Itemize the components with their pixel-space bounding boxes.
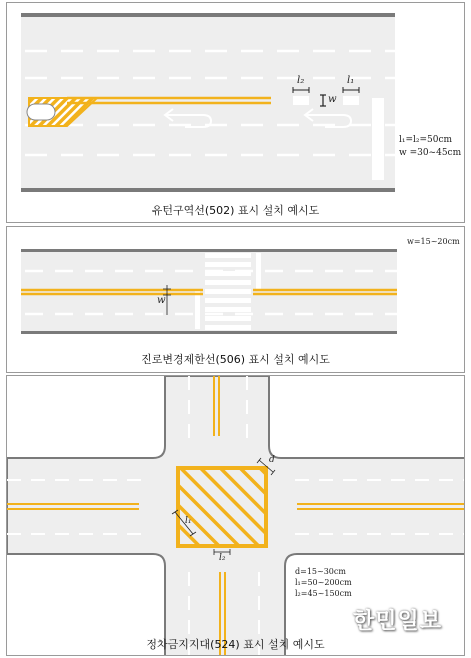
caption: 정차금지지대(524) 표시 설치 예시도 — [146, 638, 325, 651]
legend — [399, 134, 461, 160]
road-edge-bottom — [21, 331, 397, 334]
crosswalk — [205, 253, 251, 330]
no-stopping-box — [178, 468, 266, 546]
no-stopping-zone-panel — [6, 375, 465, 656]
legend-line: w =30~45cm — [399, 148, 462, 158]
caption: 유턴구역선(502) 표시 설치 예시도 — [151, 204, 320, 217]
d-label: d — [269, 455, 275, 465]
road-edge-top — [21, 13, 395, 17]
legend-line: l₁=l₂=50cm — [399, 135, 453, 145]
stop-line — [256, 253, 261, 291]
caption: 진로변경제한선(506) 표시 설치 예시도 — [141, 353, 330, 366]
u-turn-zone-panel — [6, 2, 465, 223]
stop-line — [195, 291, 200, 329]
lane-change-restriction-panel — [6, 226, 465, 373]
l2-label: l₂ — [219, 553, 226, 563]
l2-label: l₂ — [297, 75, 305, 86]
road-edge-top — [21, 249, 397, 252]
median-island — [27, 104, 55, 120]
legend-line: l₂=45~150cm — [295, 589, 352, 598]
u-turn-zone-diagram — [7, 3, 465, 223]
w-label: w — [328, 94, 337, 105]
legend — [407, 235, 460, 248]
legend — [295, 566, 352, 599]
l1-label: l₁ — [185, 516, 192, 526]
watermark-logo: 한민일보 — [352, 609, 442, 634]
w-label: w — [157, 295, 166, 306]
u-turn-zone-mark — [343, 96, 359, 105]
l1-label: l₁ — [347, 75, 355, 86]
legend-line: d=15~30cm — [295, 567, 346, 576]
legend-line: w=15~20cm — [407, 237, 460, 246]
stop-line — [372, 98, 384, 180]
legend-line: l₁=50~200cm — [295, 578, 352, 587]
road-edge-bottom — [21, 188, 395, 192]
u-turn-zone-mark — [293, 96, 309, 105]
